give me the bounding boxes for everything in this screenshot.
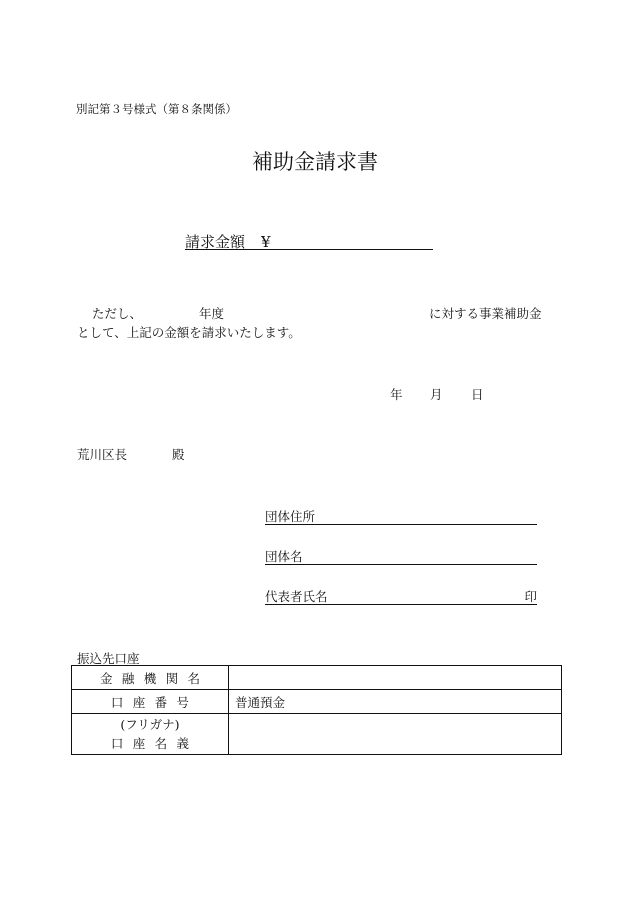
request-amount <box>185 231 271 252</box>
organization-name-label: 団体名 <box>265 549 303 564</box>
date-year: 年 <box>390 387 403 402</box>
addressee-honorific: 殿 <box>172 447 185 462</box>
organization-name-field[interactable] <box>265 547 537 565</box>
amount-underline <box>185 249 433 250</box>
account-number-label: 口座番号 <box>110 694 199 710</box>
account-holder-label: 口座名義 <box>110 736 199 751</box>
account-holder-value[interactable] <box>229 714 562 755</box>
representative-underline <box>265 604 537 605</box>
addressee-name: 荒川区長 <box>77 447 128 462</box>
request-amount-label: 請求金額 <box>185 233 246 251</box>
bank-account-caption: 振込先口座 <box>77 651 140 666</box>
form-number-note: 別記第３号様式（第８条関係） <box>76 102 237 116</box>
yen-symbol: ¥ <box>261 233 271 251</box>
date-month: 月 <box>430 387 443 402</box>
representative-name-field[interactable] <box>265 587 537 605</box>
organization-address-field[interactable] <box>265 507 537 525</box>
account-number-label-cell <box>72 690 229 714</box>
account-number-value[interactable]: 普通預金 <box>229 690 562 714</box>
document-title: 補助金請求書 <box>252 150 378 174</box>
body-suffix: に対する事業補助金 <box>429 306 542 321</box>
seal-mark: 印 <box>524 589 537 604</box>
table-row <box>72 690 562 714</box>
bank-account-table <box>71 665 562 755</box>
organization-address-label: 団体住所 <box>265 509 316 524</box>
name-underline <box>265 564 537 565</box>
address-underline <box>265 524 537 525</box>
account-holder-label-cell <box>72 714 229 755</box>
bank-name-label: 金融機関名 <box>99 670 210 686</box>
body-prefix: ただし、 <box>92 306 143 321</box>
bank-name-value[interactable] <box>229 666 562 690</box>
table-row <box>72 714 562 755</box>
furigana-label: (フリガナ) <box>120 717 180 732</box>
body-line-2: として、上記の金額を請求いたします。 <box>77 325 301 340</box>
representative-name-label: 代表者氏名 <box>265 589 328 604</box>
bank-name-label-cell <box>72 666 229 690</box>
body-fiscal-year: 年度 <box>199 306 225 321</box>
date-day: 日 <box>471 387 484 402</box>
table-row <box>72 666 562 690</box>
